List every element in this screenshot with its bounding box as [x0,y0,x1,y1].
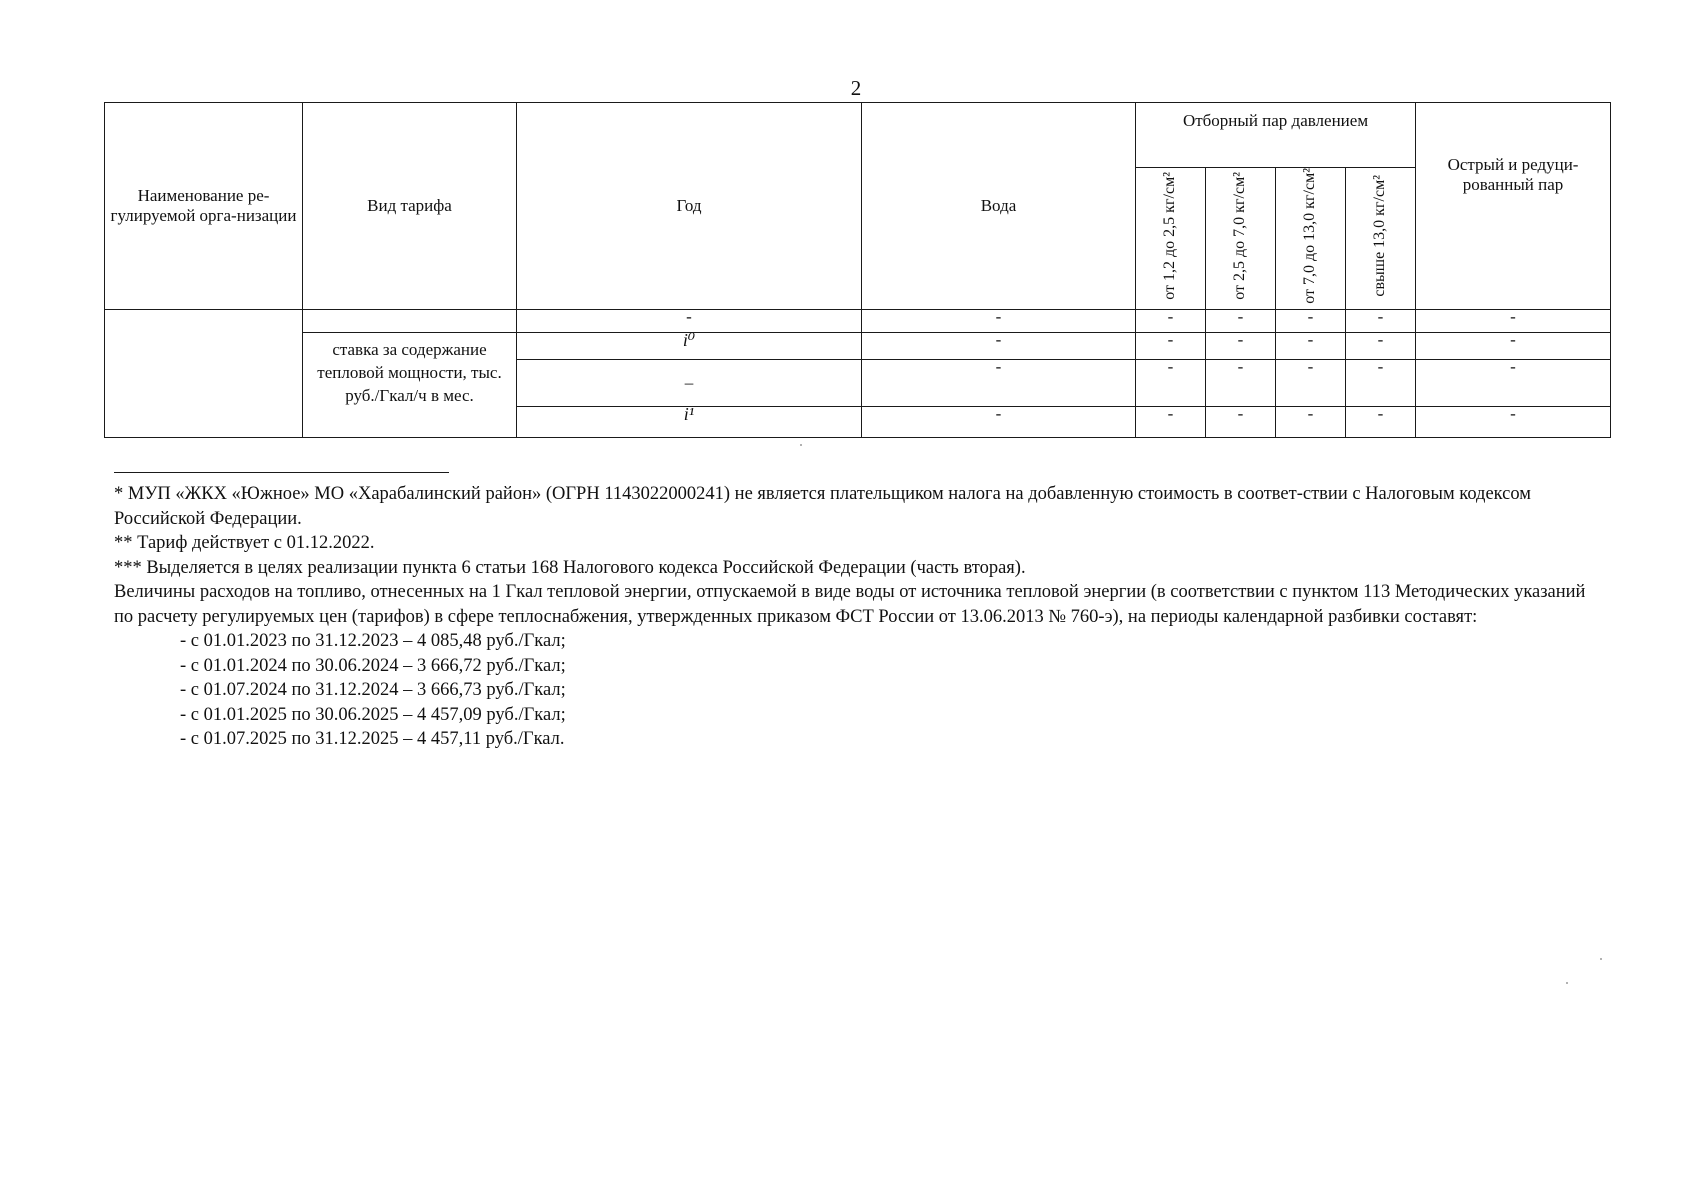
header-steam-col-4-label: свыше 13,0 кг/см² [1371,175,1389,297]
steam-cell: - [1206,333,1276,360]
header-steam-col-1 [1136,168,1206,310]
water-cell: - [862,407,1136,438]
header-steam-col-2-label: от 2,5 до 7,0 кг/см² [1231,172,1249,300]
fuel-costs-paragraph: Величины расходов на топливо, отнесенных на 1 Гкал тепловой энергии, отпускаемой в виде воды от источника тепловой энергии (в соответствии с пунктом 113 Методических указаний по расчету регулируемых цен (тарифов) в сфере теплоснабжения, утвержденных приказом ФСТ России от 13.06.2013 № 760-э), на периоды календарной разбивки составят: [114,582,1586,627]
table-row [105,333,1611,360]
steam-cell: - [1206,407,1276,438]
header-steam-col-1-label: от 1,2 до 2,5 кг/см² [1161,172,1179,300]
list-item: - с 01.07.2024 по 31.12.2024 – 3 666,73 руб./Гкал; [180,680,566,700]
steam-cell: - [1206,360,1276,407]
header-org-name: Наименование ре-гулируемой орга-низации [105,103,303,310]
header-steam-col-3-label: от 7,0 до 13,0 кг/см² [1301,168,1319,304]
footnote-tariff-date: ** Тариф действует с 01.12.2022. [114,533,375,553]
tariff-type-label: ставка за содержание тепловой мощности, тыс. руб./Гкал/ч в мес. [303,333,517,438]
table-row [105,310,1611,333]
year-cell: – [517,360,862,407]
steam-cell: - [1136,333,1206,360]
tariff-type-cell-empty [303,310,517,333]
sharp-steam-cell: - [1416,407,1611,438]
header-sharp-steam: Острый и редуци-рованный пар [1416,103,1611,310]
sharp-steam-cell: - [1416,360,1611,407]
scan-speck [1600,958,1602,960]
page-number: 2 [850,76,862,100]
steam-cell: - [1346,333,1416,360]
steam-cell: - [1346,310,1416,333]
list-item: - с 01.01.2025 по 30.06.2025 – 4 457,09 руб./Гкал; [180,704,566,725]
steam-cell: - [1346,407,1416,438]
tariff-table [104,102,1611,438]
steam-cell: - [1136,360,1206,407]
org-name-cell [105,310,303,438]
header-row-top [105,103,1611,168]
footnote-divider [114,472,449,473]
year-cell: i⁰ [517,333,862,360]
scan-speck [800,444,802,446]
scan-speck [1566,982,1568,984]
sharp-steam-cell: - [1416,333,1611,360]
steam-cell: - [1136,310,1206,333]
header-steam-group: Отборный пар давлением [1136,103,1416,168]
steam-cell: - [1276,333,1346,360]
steam-cell: - [1346,360,1416,407]
steam-cell: - [1206,310,1276,333]
list-item: - с 01.01.2024 по 30.06.2024 – 3 666,72 руб./Гкал; [180,655,566,676]
year-cell: - [517,310,862,333]
steam-cell: - [1276,310,1346,333]
header-steam-col-3 [1276,168,1346,310]
steam-cell: - [1136,407,1206,438]
footnote-tax-code: *** Выделяется в целях реализации пункта 6 статьи 168 Налогового кодекса Российской Федерации (часть вторая). [114,557,1026,578]
water-cell: - [862,360,1136,407]
fuel-periods-list [114,629,1604,752]
footnotes [114,482,1604,752]
header-water: Вода [862,103,1136,310]
steam-cell: - [1276,360,1346,407]
list-item: - с 01.07.2025 по 31.12.2025 – 4 457,11 руб./Гкал. [180,729,565,749]
water-cell: - [862,310,1136,333]
header-steam-col-2 [1206,168,1276,310]
sharp-steam-cell: - [1416,310,1611,333]
water-cell: - [862,333,1136,360]
header-steam-col-4 [1346,168,1416,310]
header-year: Год [517,103,862,310]
year-cell: i¹ [517,407,862,438]
list-item: - с 01.01.2023 по 31.12.2023 – 4 085,48 руб./Гкал; [180,631,566,651]
header-tariff-type: Вид тарифа [303,103,517,310]
footnote-vat: * МУП «ЖКХ «Южное» МО «Харабалинский район» (ОГРН 1143022000241) не является плательщиком налога на добавленную стоимость в соответ-ствии с Налоговым кодексом Российской Федерации. [114,484,1532,529]
steam-cell: - [1276,407,1346,438]
